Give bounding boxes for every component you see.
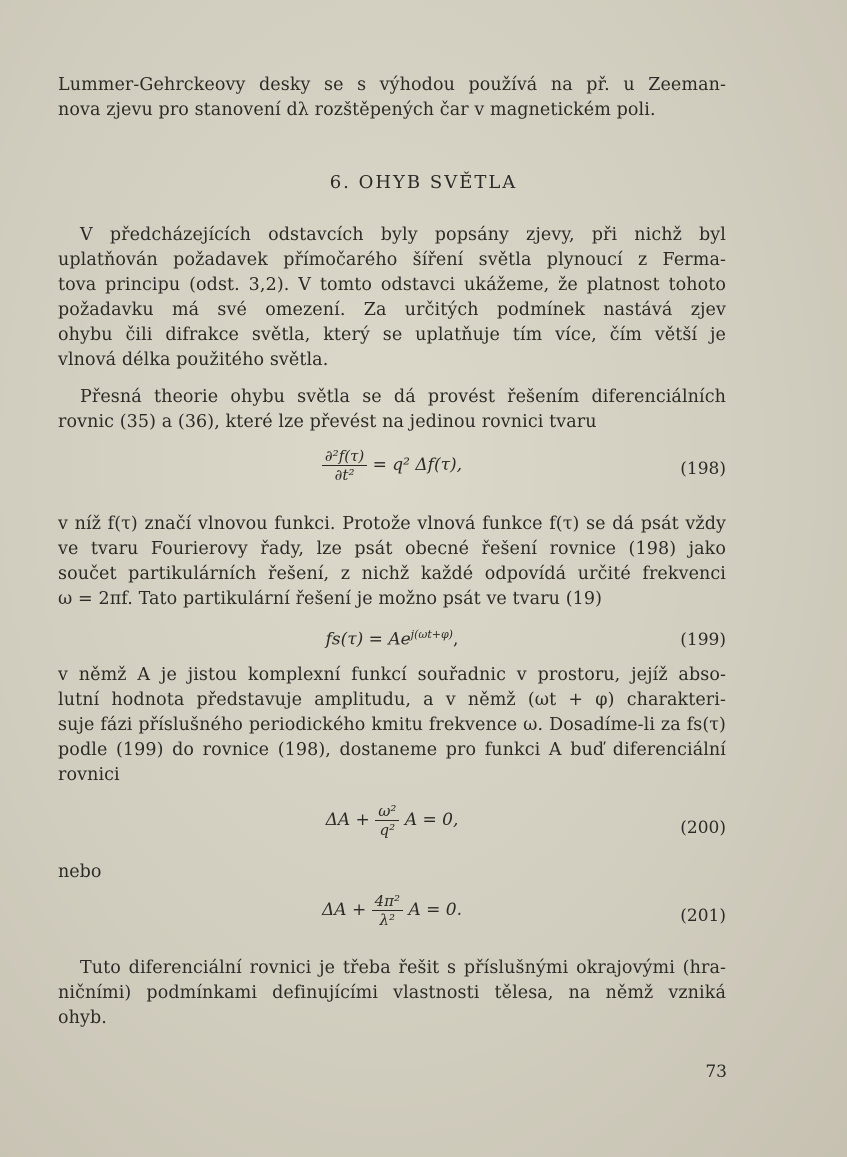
equation-fraction: [375, 802, 399, 839]
equation-pre: ΔA +: [325, 810, 370, 830]
text-line: lutní hodnota představuje amplitudu, a v němž (ωt + φ) charakteri-: [58, 690, 726, 710]
text-line: ve tvaru Fourierovy řady, lze psát obecné řešení rovnice (198) jako: [58, 539, 726, 559]
equation-198: [58, 447, 726, 497]
text-line: součet partikulárních řešení, z nichž každé odpovídá určité frekvenci: [58, 564, 726, 584]
text-line: vlnová délka použitého světla.: [58, 350, 329, 370]
paragraph-wavefunction: [58, 512, 726, 612]
text-line: ničními) podmínkami definujícími vlastnosti tělesa, na němž vzniká: [58, 983, 726, 1003]
paragraph-boundary: [58, 956, 726, 1031]
equation-pre: ΔA +: [322, 900, 367, 920]
text-line: V předcházejících odstavcích byly popsány zjevy, při nichž byl: [80, 225, 726, 245]
text-line: nova zjevu pro stanovení dλ rozštěpených čar v magnetickém poli.: [58, 100, 656, 120]
text-line: suje fázi příslušného periodického kmitu frekvence ω. Dosadíme-li za fs(τ): [58, 715, 726, 735]
text-line: podle (199) do rovnice (198), dostaneme pro funkci A buď diferenciální: [58, 740, 726, 760]
equation-fraction: [322, 447, 367, 484]
equation-lhs: fs(τ) = Ae: [325, 629, 411, 650]
equation-post: A = 0.: [408, 900, 462, 920]
text-line: v níž f(τ) značí vlnovou funkci. Protože vlnová funkce f(τ) se dá psát vždy: [58, 514, 726, 534]
equation-rhs: = q² Δf(τ),: [372, 455, 463, 475]
equation-fraction: [372, 892, 403, 929]
fraction-numerator: ω²: [378, 802, 397, 820]
page-number: 73: [705, 1062, 727, 1082]
text-line: ω = 2πf. Tato partikulární řešení je možno psát ve tvaru (19): [58, 589, 603, 609]
section-heading: 6. OHYB SVĚTLA: [329, 172, 518, 193]
equation-201: [58, 892, 726, 942]
text-line: rovnic (35) a (36), které lze převést na jedinou rovnici tvaru: [58, 412, 597, 432]
equation-tail: ,: [452, 629, 459, 650]
text-line: tova principu (odst. 3,2). V tomto odstavci ukážeme, že platnost tohoto: [58, 275, 726, 295]
equation-label: (201): [680, 906, 726, 926]
text-line: ohyb.: [58, 1008, 107, 1028]
fraction-numerator: ∂²f(τ): [324, 447, 365, 465]
paragraph-amplitude: [58, 663, 726, 788]
equation-label: (199): [680, 630, 726, 650]
fraction-denominator: ∂t²: [322, 465, 367, 484]
text-line: požadavku má své omezení. Za určitých podmínek nastává zjev: [58, 300, 726, 320]
connector-word: nebo: [58, 862, 102, 882]
paragraph-section-intro: [58, 223, 726, 373]
text-line: Přesná theorie ohybu světla se dá provést řešením diferenciálních: [80, 387, 726, 407]
text-line: uplatňován požadavek přímočarého šíření světla plynoucí z Ferma-: [58, 250, 726, 270]
fraction-denominator: λ²: [372, 910, 403, 929]
text-line: Tuto diferenciální rovnici je třeba řešit s příslušnými okrajovými (hra-: [80, 958, 726, 978]
equation-label: (200): [680, 818, 726, 838]
equation-label: (198): [680, 459, 726, 479]
text-line: ohybu čili difrakce světla, který se uplatňuje tím více, čím větší je: [58, 325, 726, 345]
text-line: v němž A je jistou komplexní funkcí souřadnic v prostoru, jejíž abso-: [58, 665, 726, 685]
text-line: Lummer-Gehrckeovy desky se s výhodou používá na př. u Zeeman-: [58, 75, 726, 95]
text-line: rovnici: [58, 765, 120, 785]
equation-post: A = 0,: [404, 810, 459, 830]
equation-200: [58, 802, 726, 852]
fraction-denominator: q²: [375, 820, 399, 839]
paragraph-intro: [58, 73, 726, 123]
paragraph-theory: [58, 385, 726, 435]
equation-exponent: j(ωt+φ): [410, 628, 453, 641]
fraction-numerator: 4π²: [374, 892, 401, 910]
